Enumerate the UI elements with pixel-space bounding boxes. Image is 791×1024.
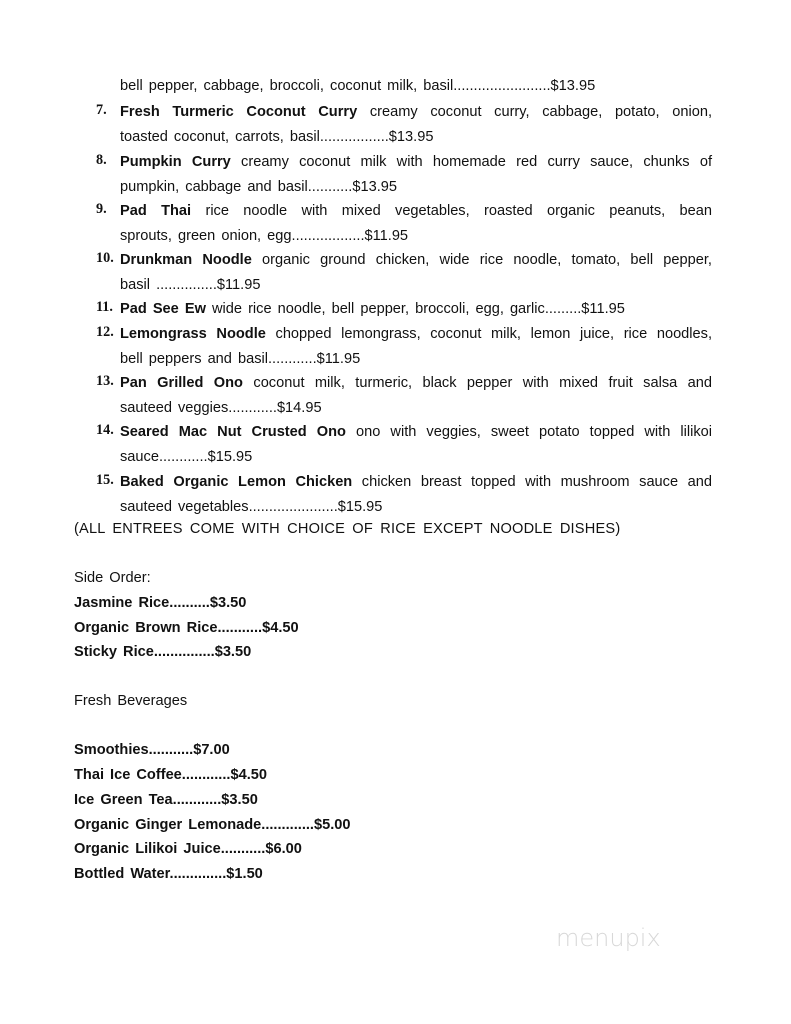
entree-name: Pan Grilled Ono (120, 375, 243, 391)
entree-desc-line2: bell peppers and basil............$11.95 (120, 350, 361, 367)
beverage-item: Ice Green Tea............$3.50 (74, 792, 258, 808)
entree-number: 12. (96, 324, 114, 340)
side-order-item: Jasmine Rice..........$3.50 (74, 595, 247, 611)
side-order-heading: Side Order: (74, 570, 151, 586)
entree-desc-line2: sauteed veggies............$14.95 (120, 399, 322, 416)
entree-desc-line2: sauce............$15.95 (120, 448, 253, 465)
entree-desc-line2: toasted coconut, carrots, basil.................$13.95 (120, 128, 434, 145)
entree-name: Baked Organic Lemon Chicken (120, 474, 353, 490)
entree-desc-line2: sprouts, green onion, egg..................$11.95 (120, 227, 409, 244)
beverages-heading: Fresh Beverages (74, 693, 188, 709)
entree-name: Pumpkin Curry (120, 154, 231, 170)
entree-desc-line1: chopped lemongrass, coconut milk, lemon juice, rice noodles, (275, 326, 713, 342)
entree-desc-line1: ono with veggies, sweet potato topped with lilikoi (356, 424, 713, 440)
entree-name: Pad Thai (120, 203, 192, 219)
entree-desc-line1: creamy coconut milk with homemade red curry sauce, chunks of (241, 154, 713, 170)
entree-desc-line1: creamy coconut curry, cabbage, potato, onion, (369, 104, 712, 120)
entree-description (120, 199, 712, 248)
entree-number: 7. (96, 102, 107, 118)
entree-name: Drunkman Noodle (120, 252, 252, 268)
entree-number: 15. (96, 472, 114, 488)
beverage-item: Organic Ginger Lemonade.............$5.00 (74, 817, 351, 833)
menupix-watermark: menupix (556, 924, 661, 952)
entree-description (120, 248, 712, 297)
entree-desc-line1: organic ground chicken, wide rice noodle, tomato, bell pepper, (262, 252, 712, 268)
entree-description (120, 420, 712, 469)
entree-description (120, 150, 712, 199)
entree-name: Lemongrass Noodle (120, 326, 266, 342)
entree-number: 11. (96, 299, 113, 315)
entree-desc-line1: rice noodle with mixed vegetables, roasted organic peanuts, bean (205, 203, 712, 219)
entree-description (120, 297, 712, 322)
entree-name: Seared Mac Nut Crusted Ono (120, 424, 346, 440)
entree-number: 8. (96, 152, 107, 168)
entree-number: 9. (96, 201, 107, 217)
side-order-item: Sticky Rice...............$3.50 (74, 644, 252, 660)
entree-desc-line1: chicken breast topped with mushroom sauce and (361, 474, 712, 490)
beverage-item: Bottled Water..............$1.50 (74, 866, 263, 882)
entree-rice-note: (ALL ENTREES COME WITH CHOICE OF RICE EXCEPT NOODLE DISHES) (74, 521, 621, 537)
entree-desc-line2: basil ...............$11.95 (120, 276, 261, 293)
side-order-item: Organic Brown Rice...........$4.50 (74, 620, 299, 636)
entree-desc-line1: coconut milk, turmeric, black pepper with mixed fruit salsa and (253, 375, 712, 391)
entree-number: 14. (96, 422, 114, 438)
entree-number: 13. (96, 373, 114, 389)
beverage-item: Thai Ice Coffee............$4.50 (74, 767, 267, 783)
entree-name: Fresh Turmeric Coconut Curry (120, 104, 358, 120)
entree-6-continued-line: bell pepper, cabbage, broccoli, coconut milk, basil........................$13.95 (120, 78, 596, 94)
entree-description (120, 470, 712, 519)
beverage-item: Organic Lilikoi Juice...........$6.00 (74, 841, 302, 857)
entree-description (120, 371, 712, 420)
beverage-item: Smoothies...........$7.00 (74, 742, 230, 758)
entree-desc-line2: pumpkin, cabbage and basil...........$13.95 (120, 178, 397, 195)
entree-description (120, 322, 712, 371)
entree-desc-line2: sauteed vegetables......................$15.95 (120, 498, 383, 515)
entree-name: Pad See Ew (120, 301, 206, 317)
entree-desc-line1: wide rice noodle, bell pepper, broccoli, egg, garlic.........$11.95 (212, 301, 625, 317)
entree-description (120, 100, 712, 149)
entree-number: 10. (96, 250, 114, 266)
